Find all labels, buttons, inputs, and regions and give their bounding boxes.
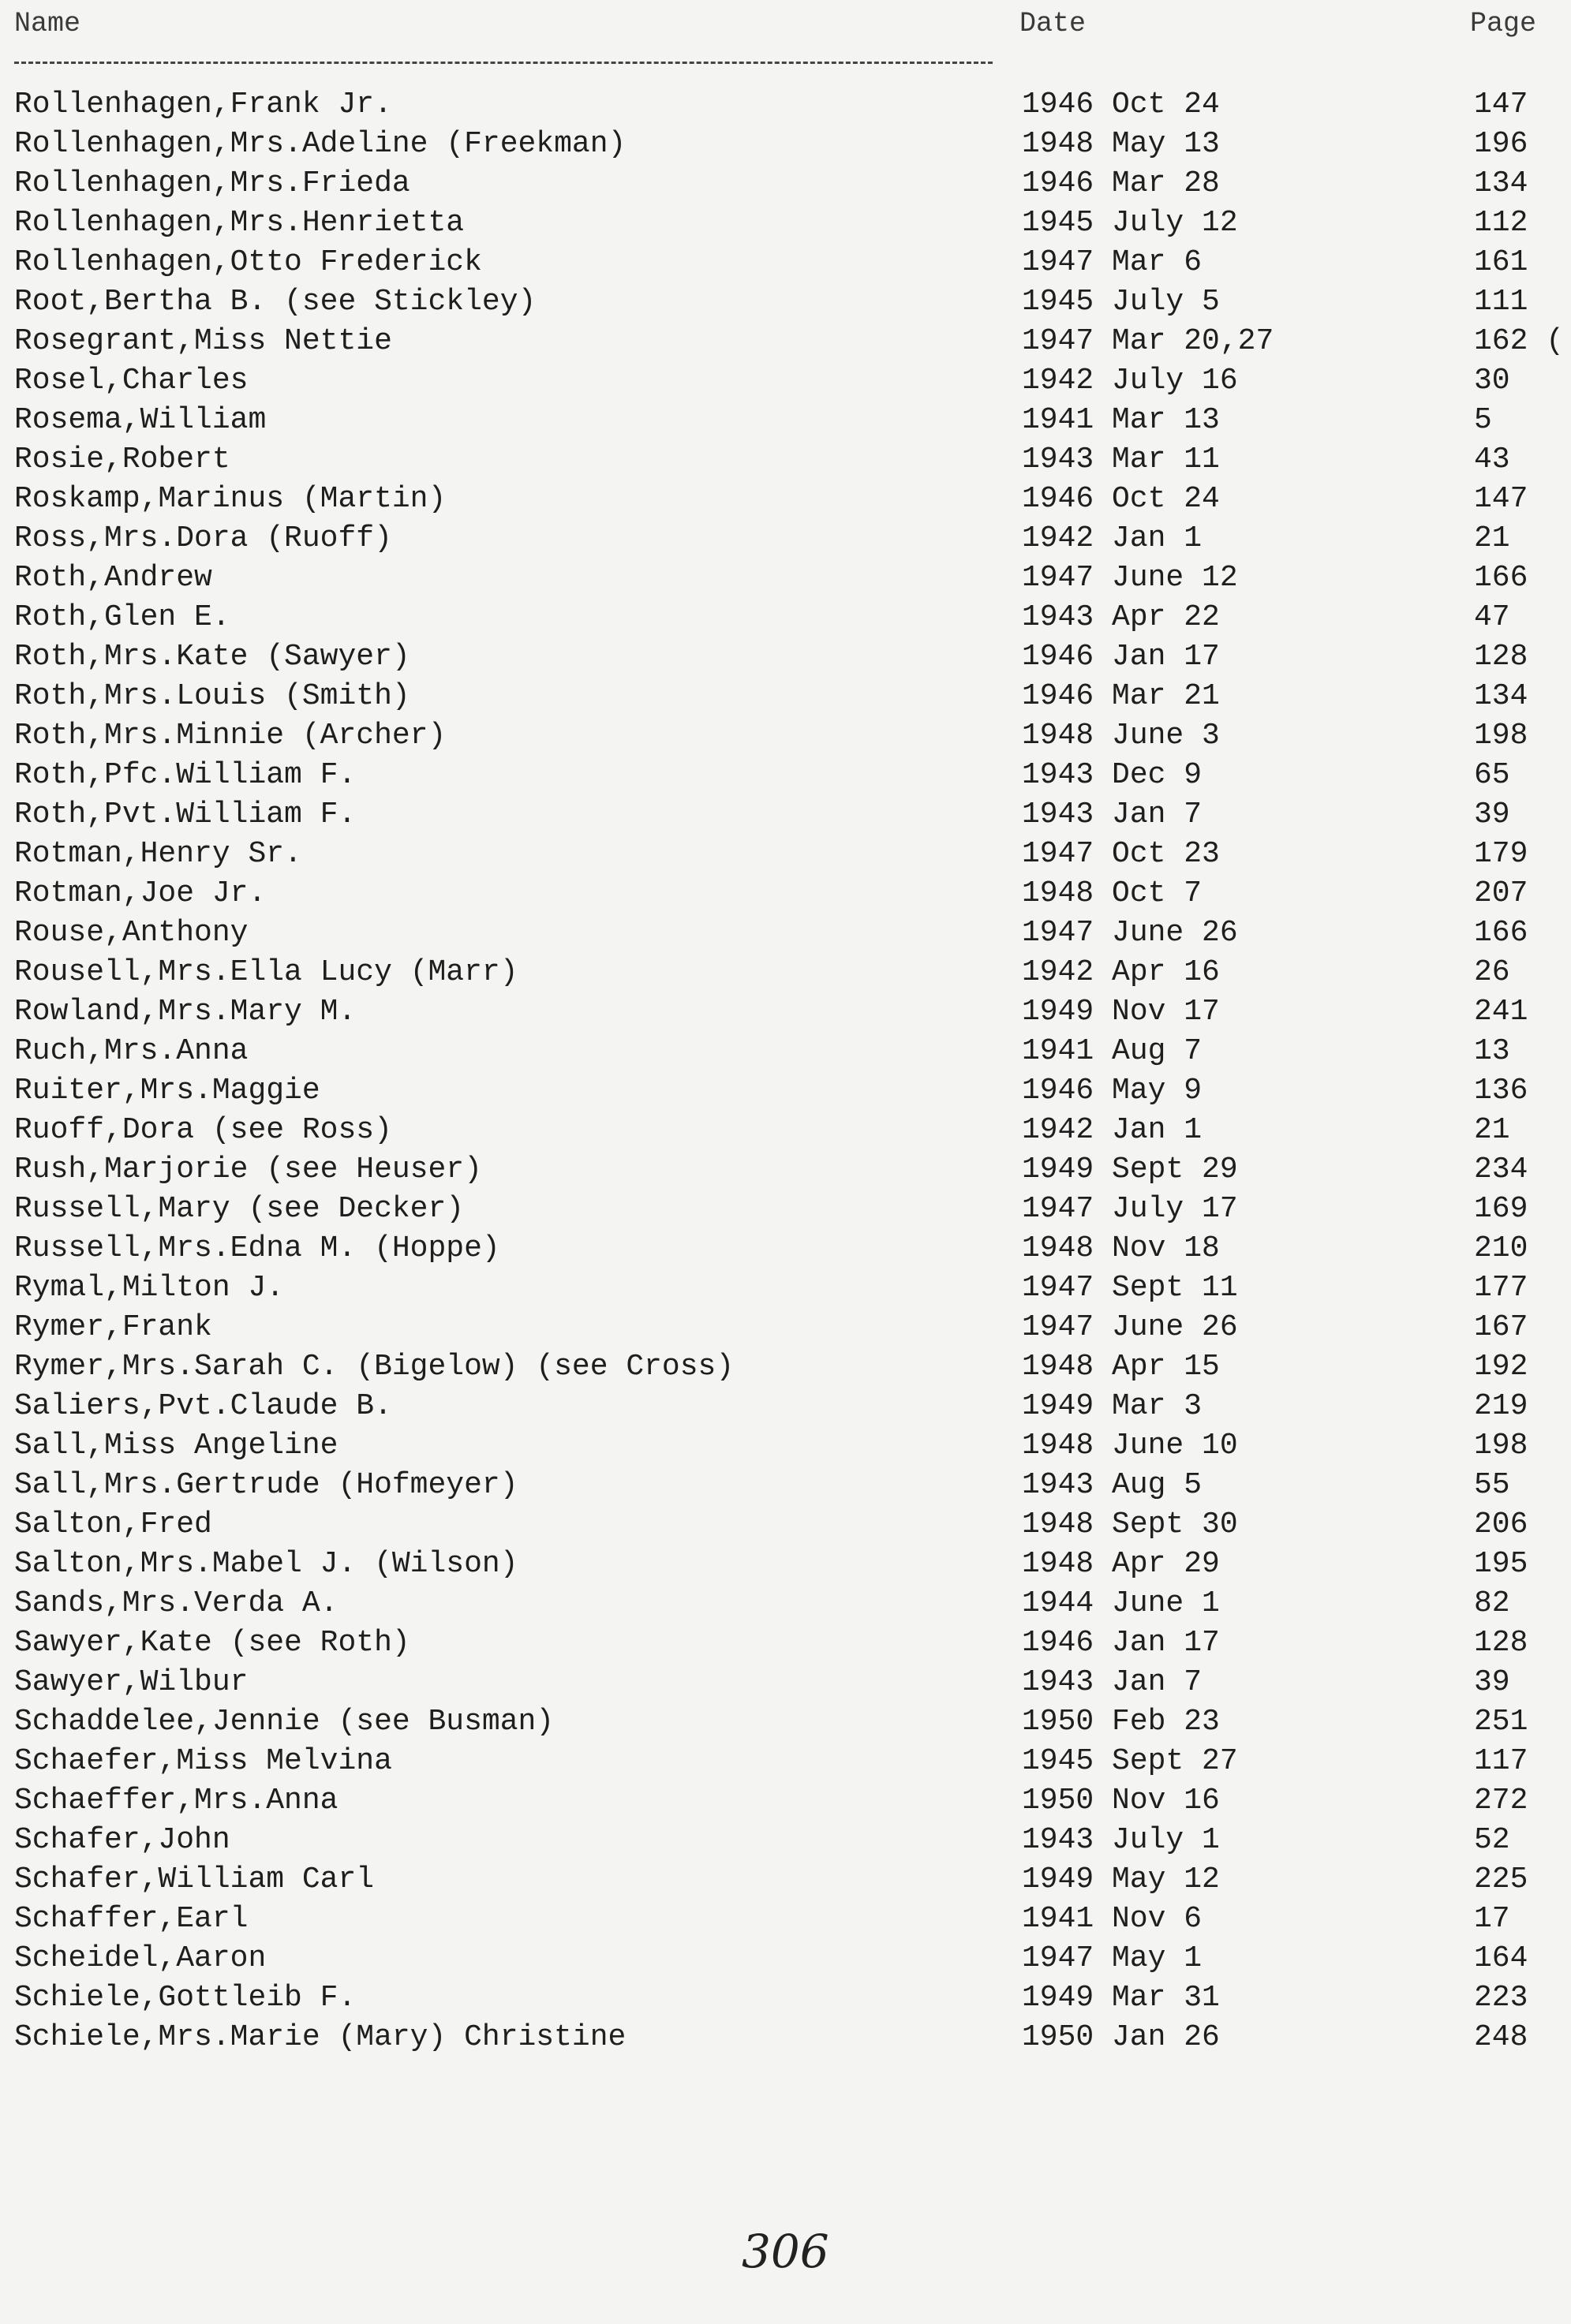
entry-date: 1949 Mar 31	[1022, 1981, 1220, 2015]
entry-name: Rollenhagen,Mrs.Henrietta	[14, 206, 465, 240]
list-item	[0, 1939, 1571, 1978]
entry-page: 134	[1474, 166, 1528, 200]
list-item	[0, 1308, 1571, 1347]
list-item	[0, 677, 1571, 716]
entry-page: 161	[1474, 245, 1528, 279]
entry-page: 166	[1474, 916, 1528, 950]
entry-page: 147	[1474, 482, 1528, 516]
list-item	[0, 1190, 1571, 1229]
entry-name: Sands,Mrs.Verda A.	[14, 1586, 339, 1620]
list-item	[0, 1978, 1571, 2018]
entry-name: Ruiter,Mrs.Maggie	[14, 1074, 320, 1108]
entry-page: 223	[1474, 1981, 1528, 2015]
entry-date: 1943 Jan 7	[1022, 798, 1203, 831]
list-item	[0, 1387, 1571, 1426]
entry-date: 1946 Jan 17	[1022, 1626, 1220, 1660]
entry-date: 1947 June 26	[1022, 916, 1238, 950]
entry-page: 39	[1474, 1665, 1510, 1699]
entry-name: Rollenhagen,Mrs.Frieda	[14, 166, 410, 200]
entry-page: 162 (	[1474, 324, 1565, 358]
entry-date: 1947 Mar 20,27	[1022, 324, 1274, 358]
entry-page: 128	[1474, 1626, 1528, 1660]
entry-date: 1947 July 17	[1022, 1192, 1238, 1226]
list-item	[0, 1821, 1571, 1860]
list-item	[0, 598, 1571, 637]
entry-name: Sall,Mrs.Gertrude (Hofmeyer)	[14, 1468, 518, 1502]
list-item	[0, 1505, 1571, 1545]
list-item	[0, 1111, 1571, 1150]
index-list	[0, 85, 1571, 2057]
entry-page: 17	[1474, 1902, 1510, 1936]
entry-name: Rosie,Robert	[14, 443, 230, 476]
entry-page: 47	[1474, 600, 1510, 634]
entry-name: Salton,Fred	[14, 1508, 212, 1541]
entry-name: Roth,Pvt.William F.	[14, 798, 357, 831]
entry-name: Rousell,Mrs.Ella Lucy (Marr)	[14, 955, 518, 989]
list-item	[0, 914, 1571, 953]
entry-date: 1947 Sept 11	[1022, 1271, 1238, 1305]
list-item	[0, 953, 1571, 992]
entry-page: 167	[1474, 1310, 1528, 1344]
entry-date: 1949 Mar 3	[1022, 1389, 1203, 1423]
entry-date: 1948 Oct 7	[1022, 876, 1203, 910]
entry-name: Roth,Mrs.Kate (Sawyer)	[14, 640, 410, 674]
entry-date: 1942 Apr 16	[1022, 955, 1220, 989]
entry-name: Ross,Mrs.Dora (Ruoff)	[14, 521, 392, 555]
entry-name: Russell,Mary (see Decker)	[14, 1192, 465, 1226]
list-item	[0, 874, 1571, 914]
entry-page: 177	[1474, 1271, 1528, 1305]
entry-name: Rosegrant,Miss Nettie	[14, 324, 392, 358]
entry-name: Rollenhagen,Mrs.Adeline (Freekman)	[14, 127, 627, 161]
entry-name: Saliers,Pvt.Claude B.	[14, 1389, 392, 1423]
list-item	[0, 1466, 1571, 1505]
entry-name: Sawyer,Kate (see Roth)	[14, 1626, 410, 1660]
entry-date: 1943 Mar 11	[1022, 443, 1220, 476]
entry-date: 1947 Oct 23	[1022, 837, 1220, 871]
entry-name: Rotman,Joe Jr.	[14, 876, 267, 910]
entry-date: 1948 Apr 29	[1022, 1547, 1220, 1581]
entry-date: 1948 Sept 30	[1022, 1508, 1238, 1541]
entry-name: Schaffer,Earl	[14, 1902, 249, 1936]
entry-date: 1947 May 1	[1022, 1941, 1203, 1975]
entry-name: Ruoff,Dora (see Ross)	[14, 1113, 392, 1147]
entry-name: Root,Bertha B. (see Stickley)	[14, 285, 537, 319]
entry-date: 1942 Jan 1	[1022, 1113, 1203, 1147]
entry-page: 21	[1474, 521, 1510, 555]
list-item	[0, 1900, 1571, 1939]
header-divider	[14, 62, 993, 64]
entry-name: Schaeffer,Mrs.Anna	[14, 1784, 339, 1818]
entry-date: 1946 Oct 24	[1022, 88, 1220, 121]
header-page: Page	[1470, 8, 1537, 39]
list-item	[0, 1860, 1571, 1900]
list-item	[0, 1702, 1571, 1742]
entry-page: 43	[1474, 443, 1510, 476]
list-item	[0, 1545, 1571, 1584]
list-item	[0, 992, 1571, 1032]
entry-name: Salton,Mrs.Mabel J. (Wilson)	[14, 1547, 518, 1581]
list-item	[0, 1426, 1571, 1466]
entry-page: 55	[1474, 1468, 1510, 1502]
entry-name: Schaefer,Miss Melvina	[14, 1744, 392, 1778]
entry-page: 128	[1474, 640, 1528, 674]
entry-name: Russell,Mrs.Edna M. (Hoppe)	[14, 1231, 500, 1265]
list-item	[0, 125, 1571, 164]
list-item	[0, 204, 1571, 243]
entry-date: 1946 Mar 21	[1022, 679, 1220, 713]
entry-name: Rymer,Frank	[14, 1310, 212, 1344]
entry-page: 65	[1474, 758, 1510, 792]
list-item	[0, 282, 1571, 322]
entry-page: 241	[1474, 995, 1528, 1029]
list-item	[0, 795, 1571, 835]
entry-name: Ruch,Mrs.Anna	[14, 1034, 249, 1068]
list-item	[0, 835, 1571, 874]
entry-date: 1950 Nov 16	[1022, 1784, 1220, 1818]
entry-date: 1948 Apr 15	[1022, 1350, 1220, 1384]
entry-page: 198	[1474, 1429, 1528, 1463]
entry-page: 5	[1474, 403, 1492, 437]
list-item	[0, 1623, 1571, 1663]
list-item	[0, 2018, 1571, 2057]
entry-page: 13	[1474, 1034, 1510, 1068]
entry-date: 1947 June 26	[1022, 1310, 1238, 1344]
entry-date: 1943 Jan 7	[1022, 1665, 1203, 1699]
entry-page: 21	[1474, 1113, 1510, 1147]
entry-name: Schafer,John	[14, 1823, 230, 1857]
entry-date: 1950 Feb 23	[1022, 1705, 1220, 1739]
entry-page: 39	[1474, 798, 1510, 831]
entry-name: Schafer,William Carl	[14, 1863, 375, 1896]
list-item	[0, 1032, 1571, 1071]
entry-date: 1943 Aug 5	[1022, 1468, 1203, 1502]
entry-date: 1942 Jan 1	[1022, 521, 1203, 555]
entry-page: 112	[1474, 206, 1528, 240]
entry-name: Sawyer,Wilbur	[14, 1665, 249, 1699]
list-item	[0, 85, 1571, 125]
entry-name: Sall,Miss Angeline	[14, 1429, 339, 1463]
entry-name: Scheidel,Aaron	[14, 1941, 267, 1975]
entry-name: Schiele,Mrs.Marie (Mary) Christine	[14, 2020, 627, 2054]
entry-date: 1941 Aug 7	[1022, 1034, 1203, 1068]
list-item	[0, 519, 1571, 559]
list-item	[0, 322, 1571, 361]
entry-date: 1943 July 1	[1022, 1823, 1220, 1857]
list-item	[0, 559, 1571, 598]
list-item	[0, 361, 1571, 401]
entry-date: 1947 June 12	[1022, 561, 1238, 595]
entry-date: 1949 Sept 29	[1022, 1153, 1238, 1186]
entry-name: Schaddelee,Jennie (see Busman)	[14, 1705, 555, 1739]
entry-page: 52	[1474, 1823, 1510, 1857]
entry-date: 1948 June 3	[1022, 719, 1220, 753]
list-item	[0, 637, 1571, 677]
list-item	[0, 1071, 1571, 1111]
list-item	[0, 1781, 1571, 1821]
entry-page: 225	[1474, 1863, 1528, 1896]
entry-date: 1946 May 9	[1022, 1074, 1203, 1108]
list-item	[0, 401, 1571, 440]
entry-date: 1944 June 1	[1022, 1586, 1220, 1620]
entry-page: 166	[1474, 561, 1528, 595]
entry-name: Rollenhagen,Frank Jr.	[14, 88, 392, 121]
column-header	[0, 8, 1571, 46]
entry-name: Roth,Andrew	[14, 561, 212, 595]
entry-name: Roth,Mrs.Louis (Smith)	[14, 679, 410, 713]
entry-page: 192	[1474, 1350, 1528, 1384]
entry-page: 206	[1474, 1508, 1528, 1541]
list-item	[0, 756, 1571, 795]
entry-page: 164	[1474, 1941, 1528, 1975]
entry-date: 1946 Jan 17	[1022, 640, 1220, 674]
entry-name: Rollenhagen,Otto Frederick	[14, 245, 482, 279]
entry-page: 210	[1474, 1231, 1528, 1265]
entry-date: 1950 Jan 26	[1022, 2020, 1220, 2054]
entry-name: Roth,Glen E.	[14, 600, 230, 634]
header-date: Date	[1019, 8, 1087, 39]
entry-page: 219	[1474, 1389, 1528, 1423]
entry-name: Rosema,William	[14, 403, 267, 437]
entry-name: Rowland,Mrs.Mary M.	[14, 995, 357, 1029]
entry-page: 248	[1474, 2020, 1528, 2054]
list-item	[0, 1663, 1571, 1702]
entry-name: Roth,Mrs.Minnie (Archer)	[14, 719, 447, 753]
entry-date: 1945 July 12	[1022, 206, 1238, 240]
entry-name: Rotman,Henry Sr.	[14, 837, 302, 871]
list-item	[0, 440, 1571, 480]
list-item	[0, 243, 1571, 282]
page-number: 306	[742, 2225, 829, 2278]
entry-page: 251	[1474, 1705, 1528, 1739]
entry-date: 1942 July 16	[1022, 364, 1238, 398]
entry-page: 179	[1474, 837, 1528, 871]
entry-date: 1943 Apr 22	[1022, 600, 1220, 634]
entry-page: 147	[1474, 88, 1528, 121]
list-item	[0, 164, 1571, 204]
entry-name: Roskamp,Marinus (Martin)	[14, 482, 447, 516]
entry-date: 1946 Mar 28	[1022, 166, 1220, 200]
entry-page: 82	[1474, 1586, 1510, 1620]
list-item	[0, 1584, 1571, 1623]
list-item	[0, 1347, 1571, 1387]
entry-name: Rymal,Milton J.	[14, 1271, 285, 1305]
entry-name: Rosel,Charles	[14, 364, 249, 398]
entry-date: 1948 May 13	[1022, 127, 1220, 161]
entry-page: 198	[1474, 719, 1528, 753]
entry-date: 1941 Mar 13	[1022, 403, 1220, 437]
entry-date: 1949 Nov 17	[1022, 995, 1220, 1029]
entry-date: 1948 June 10	[1022, 1429, 1238, 1463]
entry-page: 136	[1474, 1074, 1528, 1108]
entry-date: 1941 Nov 6	[1022, 1902, 1203, 1936]
entry-page: 195	[1474, 1547, 1528, 1581]
entry-page: 207	[1474, 876, 1528, 910]
entry-page: 272	[1474, 1784, 1528, 1818]
list-item	[0, 716, 1571, 756]
list-item	[0, 1268, 1571, 1308]
entry-name: Rouse,Anthony	[14, 916, 249, 950]
entry-date: 1948 Nov 18	[1022, 1231, 1220, 1265]
entry-page: 234	[1474, 1153, 1528, 1186]
entry-name: Rush,Marjorie (see Heuser)	[14, 1153, 482, 1186]
entry-page: 26	[1474, 955, 1510, 989]
entry-date: 1947 Mar 6	[1022, 245, 1203, 279]
entry-date: 1945 July 5	[1022, 285, 1220, 319]
entry-page: 134	[1474, 679, 1528, 713]
list-item	[0, 1742, 1571, 1781]
entry-name: Roth,Pfc.William F.	[14, 758, 357, 792]
header-name: Name	[14, 8, 81, 39]
entry-date: 1943 Dec 9	[1022, 758, 1203, 792]
entry-date: 1946 Oct 24	[1022, 482, 1220, 516]
list-item	[0, 480, 1571, 519]
list-item	[0, 1150, 1571, 1190]
entry-page: 117	[1474, 1744, 1528, 1778]
entry-name: Rymer,Mrs.Sarah C. (Bigelow) (see Cross)	[14, 1350, 735, 1384]
entry-page: 111	[1474, 285, 1528, 319]
entry-date: 1945 Sept 27	[1022, 1744, 1238, 1778]
entry-page: 169	[1474, 1192, 1528, 1226]
list-item	[0, 1229, 1571, 1268]
entry-page: 196	[1474, 127, 1528, 161]
entry-name: Schiele,Gottleib F.	[14, 1981, 357, 2015]
entry-page: 30	[1474, 364, 1510, 398]
entry-date: 1949 May 12	[1022, 1863, 1220, 1896]
